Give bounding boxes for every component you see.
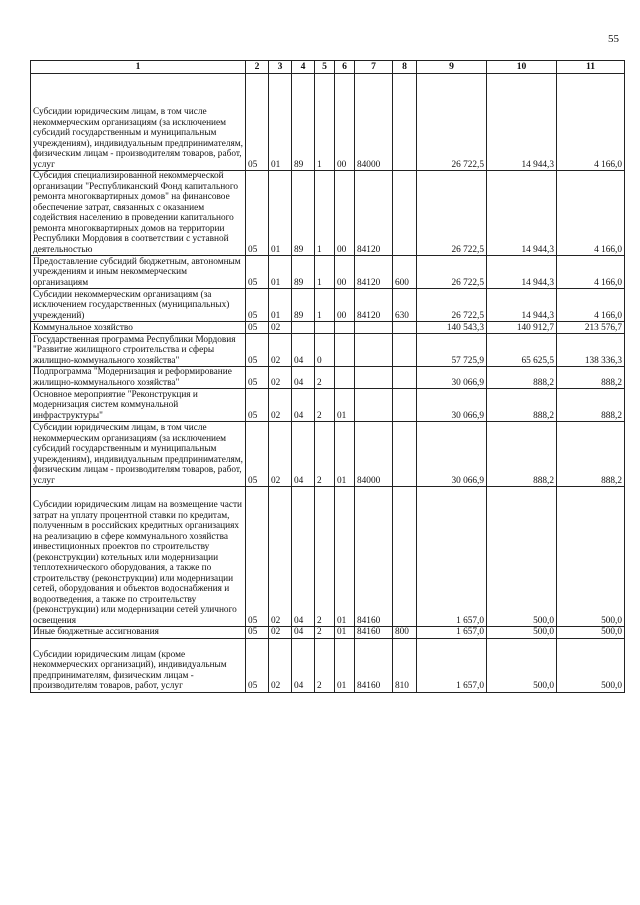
section-code-cell: 05 [246,74,269,171]
program-code-cell: 89 [292,74,315,171]
subsection-code-cell: 01 [269,74,292,171]
expense-type-cell [393,389,417,422]
amount-year2-cell: 14 944,3 [487,289,557,322]
amount-year1-cell: 57 725,9 [417,334,487,367]
row-name-cell: Субсидии юридическим лицам, в том числе некоммерческим организациям (за исключением субсидий государственным и муниципальным учреждениям), индивидуальным предпринимателям, физическим лицам - производителям товаров, работ, услуг [31,74,246,171]
table-row [31,367,625,389]
subsection-code-cell: 02 [269,322,292,334]
amount-year1-cell: 26 722,5 [417,256,487,289]
expense-type-cell: 810 [393,638,417,692]
event-code-cell [335,322,355,334]
amount-year3-cell: 4 166,0 [557,289,625,322]
column-header: 8 [393,61,417,74]
amount-year2-cell: 888,2 [487,367,557,389]
program-code-cell: 89 [292,289,315,322]
section-code-cell: 05 [246,171,269,256]
program-code-cell: 89 [292,171,315,256]
program-code-cell: 04 [292,487,315,627]
event-code-cell: 01 [335,627,355,639]
amount-year1-cell: 26 722,5 [417,171,487,256]
amount-year1-cell: 30 066,9 [417,422,487,487]
column-header: 9 [417,61,487,74]
subsection-code-cell: 01 [269,289,292,322]
table-row [31,171,625,256]
budget-table [30,60,625,693]
amount-year2-cell: 65 625,5 [487,334,557,367]
amount-year1-cell: 26 722,5 [417,289,487,322]
expense-type-cell [393,74,417,171]
subsection-code-cell: 02 [269,367,292,389]
table-row [31,638,625,692]
column-header: 6 [335,61,355,74]
amount-year3-cell: 4 166,0 [557,256,625,289]
direction-code-cell [355,334,393,367]
program-code-cell: 04 [292,638,315,692]
subprogram-code-cell: 2 [315,422,335,487]
amount-year1-cell: 26 722,5 [417,74,487,171]
program-code-cell: 04 [292,389,315,422]
row-name-cell: Государственная программа Республики Мордовия "Развитие жилищного строительства и сферы жилищно-коммунального хозяйства" [31,334,246,367]
column-header: 3 [269,61,292,74]
event-code-cell: 01 [335,487,355,627]
event-code-cell: 01 [335,422,355,487]
subprogram-code-cell [315,322,335,334]
amount-year1-cell: 140 543,3 [417,322,487,334]
program-code-cell: 04 [292,367,315,389]
event-code-cell: 00 [335,74,355,171]
amount-year3-cell: 500,0 [557,487,625,627]
subprogram-code-cell: 2 [315,367,335,389]
amount-year2-cell: 500,0 [487,638,557,692]
amount-year1-cell: 1 657,0 [417,487,487,627]
column-header: 2 [246,61,269,74]
row-name-cell: Субсидии юридическим лицам, в том числе некоммерческим организациям (за исключением субсидий государственным и муниципальным учреждениям), индивидуальным предпринимателям, физическим лицам - производителям товаров, работ, услуг [31,422,246,487]
subprogram-code-cell: 1 [315,256,335,289]
program-code-cell: 04 [292,334,315,367]
amount-year2-cell: 500,0 [487,487,557,627]
row-name-cell: Коммунальное хозяйство [31,322,246,334]
expense-type-cell [393,322,417,334]
table-row [31,256,625,289]
amount-year1-cell: 1 657,0 [417,638,487,692]
subprogram-code-cell: 2 [315,638,335,692]
page-number: 55 [608,33,619,45]
table-row [31,74,625,171]
section-code-cell: 05 [246,422,269,487]
column-header: 11 [557,61,625,74]
amount-year2-cell: 14 944,3 [487,74,557,171]
event-code-cell: 01 [335,389,355,422]
expense-type-cell [393,487,417,627]
section-code-cell: 05 [246,289,269,322]
event-code-cell: 01 [335,638,355,692]
subsection-code-cell: 02 [269,389,292,422]
expense-type-cell: 800 [393,627,417,639]
event-code-cell: 00 [335,256,355,289]
subprogram-code-cell: 1 [315,289,335,322]
amount-year2-cell: 888,2 [487,389,557,422]
expense-type-cell: 630 [393,289,417,322]
row-name-cell: Иные бюджетные ассигнования [31,627,246,639]
subsection-code-cell: 02 [269,627,292,639]
event-code-cell: 00 [335,289,355,322]
column-header: 5 [315,61,335,74]
amount-year3-cell: 888,2 [557,422,625,487]
table-row [31,322,625,334]
amount-year3-cell: 500,0 [557,638,625,692]
amount-year2-cell: 500,0 [487,627,557,639]
section-code-cell: 05 [246,487,269,627]
section-code-cell: 05 [246,334,269,367]
direction-code-cell: 84000 [355,422,393,487]
amount-year1-cell: 30 066,9 [417,367,487,389]
subprogram-code-cell: 2 [315,627,335,639]
direction-code-cell [355,322,393,334]
direction-code-cell: 84160 [355,487,393,627]
amount-year3-cell: 138 336,3 [557,334,625,367]
section-code-cell: 05 [246,367,269,389]
table-body [31,74,625,693]
amount-year3-cell: 4 166,0 [557,171,625,256]
column-header: 7 [355,61,393,74]
direction-code-cell: 84160 [355,638,393,692]
event-code-cell: 00 [335,171,355,256]
column-header: 10 [487,61,557,74]
program-code-cell: 04 [292,627,315,639]
program-code-cell [292,322,315,334]
row-name-cell: Субсидии юридическим лицам (кроме некоммерческих организаций), индивидуальным предпринимателям, физическим лицам - производителям товаров, работ, услуг [31,638,246,692]
table-row [31,334,625,367]
amount-year3-cell: 4 166,0 [557,74,625,171]
expense-type-cell [393,367,417,389]
table-row [31,627,625,639]
subprogram-code-cell: 2 [315,487,335,627]
subsection-code-cell: 02 [269,487,292,627]
event-code-cell [335,334,355,367]
subprogram-code-cell: 1 [315,74,335,171]
subsection-code-cell: 02 [269,334,292,367]
direction-code-cell: 84000 [355,74,393,171]
section-code-cell: 05 [246,256,269,289]
table-row [31,422,625,487]
section-code-cell: 05 [246,389,269,422]
table-row [31,289,625,322]
event-code-cell [335,367,355,389]
direction-code-cell: 84120 [355,256,393,289]
direction-code-cell: 84160 [355,627,393,639]
section-code-cell: 05 [246,322,269,334]
amount-year3-cell: 213 576,7 [557,322,625,334]
expense-type-cell [393,171,417,256]
amount-year1-cell: 30 066,9 [417,389,487,422]
subprogram-code-cell: 2 [315,389,335,422]
subsection-code-cell: 01 [269,256,292,289]
subsection-code-cell: 02 [269,638,292,692]
table-row [31,389,625,422]
direction-code-cell [355,367,393,389]
table-row [31,487,625,627]
direction-code-cell: 84120 [355,171,393,256]
column-header: 4 [292,61,315,74]
header-row [31,61,625,74]
row-name-cell: Субсидии юридическим лицам на возмещение части затрат на уплату процентной ставки по кредитам, полученным в российских кредитных организациях на реализацию в сфере коммунального хозяйства инвестиционных проектов по строительству (реконструкции) котельных или модернизации теплотехнического оборудования, а также по строительству (реконструкции) или модернизации сетей, оборудования и объектов водоснабжения и водоотведения, а также по строительству (реконструкции) или модернизации сетей уличного освещения [31,487,246,627]
row-name-cell: Подпрограмма "Модернизация и реформирование жилищно-коммунального хозяйства" [31,367,246,389]
subsection-code-cell: 01 [269,171,292,256]
amount-year3-cell: 500,0 [557,627,625,639]
expense-type-cell [393,334,417,367]
column-header: 1 [31,61,246,74]
amount-year2-cell: 140 912,7 [487,322,557,334]
amount-year2-cell: 14 944,3 [487,256,557,289]
program-code-cell: 04 [292,422,315,487]
row-name-cell: Субсидия специализированной некоммерческой организации "Республиканский Фонд капитального ремонта многоквартирных домов" на финансовое обеспечение затрат, связанных с оказанием содействия населению в проведении капитального ремонта многоквартирных домов на территории Республики Мордовия в соответствии с уставной деятельностью [31,171,246,256]
section-code-cell: 05 [246,638,269,692]
row-name-cell: Субсидии некоммерческим организациям (за исключением государственных (муниципальных) учреждений) [31,289,246,322]
amount-year2-cell: 14 944,3 [487,171,557,256]
row-name-cell: Основное мероприятие "Реконструкция и модернизация систем коммунальной инфраструктуры" [31,389,246,422]
subprogram-code-cell: 0 [315,334,335,367]
amount-year1-cell: 1 657,0 [417,627,487,639]
direction-code-cell [355,389,393,422]
subsection-code-cell: 02 [269,422,292,487]
row-name-cell: Предоставление субсидий бюджетным, автономным учреждениям и иным некоммерческим организациям [31,256,246,289]
direction-code-cell: 84120 [355,289,393,322]
amount-year2-cell: 888,2 [487,422,557,487]
expense-type-cell: 600 [393,256,417,289]
subprogram-code-cell: 1 [315,171,335,256]
amount-year3-cell: 888,2 [557,367,625,389]
program-code-cell: 89 [292,256,315,289]
amount-year3-cell: 888,2 [557,389,625,422]
expense-type-cell [393,422,417,487]
section-code-cell: 05 [246,627,269,639]
